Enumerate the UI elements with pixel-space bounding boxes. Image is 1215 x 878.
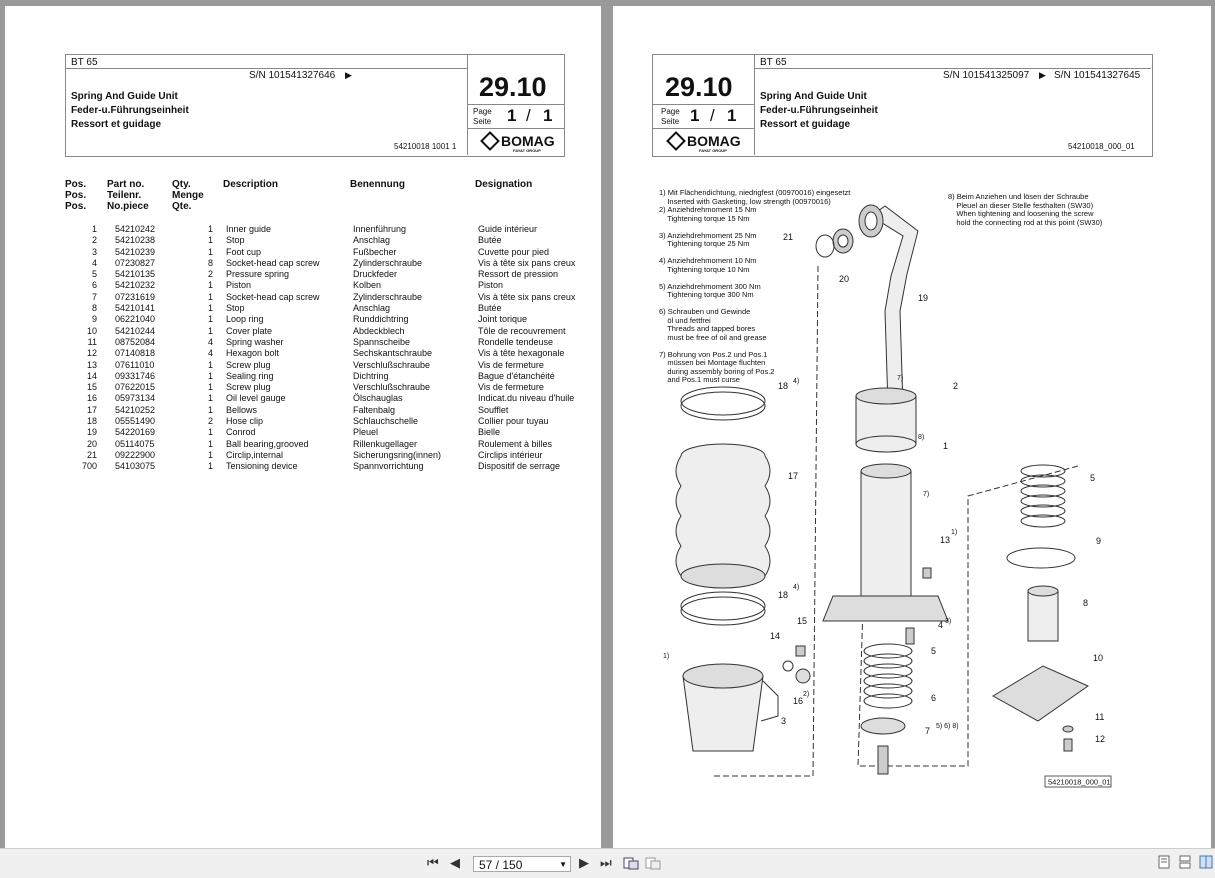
parts-cell-pos: 11 — [87, 336, 97, 347]
parts-cell-qty: 1 — [207, 449, 213, 460]
parts-row — [65, 258, 575, 269]
parts-cell-desc: Hose clip — [226, 416, 264, 427]
footnote-mark-7: 7) — [897, 375, 904, 382]
label-18: 18 — [778, 381, 789, 391]
parts-cell-desc: Screw plug — [226, 382, 271, 393]
parts-cell-pos: 2 — [91, 235, 97, 246]
parts-cell-ben: Zylinderschraube — [353, 257, 423, 268]
parts-cell-desc: Stop — [226, 235, 245, 246]
parts-table — [65, 179, 575, 473]
parts-cell-desc: Piston — [226, 280, 252, 291]
parts-cell-desc: Hexagon bolt — [226, 348, 280, 359]
parts-cell-fr: Vis de fermeture — [478, 359, 544, 370]
parts-row — [65, 405, 575, 416]
parts-cell-part: 07622015 — [115, 382, 156, 393]
parts-cell-qty: 1 — [207, 314, 213, 325]
parts-cell-ben: Abdeckblech — [353, 325, 405, 336]
screw-4-part — [906, 628, 914, 644]
diagram-id: 54210018_000_01 — [1048, 777, 1111, 787]
parts-cell-part: 06221040 — [115, 314, 156, 325]
rotate-icon[interactable] — [623, 855, 639, 875]
spring-washer-part — [1063, 726, 1073, 732]
stop-8-part — [1028, 591, 1058, 641]
next-page-icon[interactable]: ▶ — [579, 855, 589, 870]
parts-cell-desc: Conrod — [226, 427, 256, 438]
group-number-right: 29.10 — [665, 72, 733, 102]
label-11: 11 — [1095, 712, 1105, 722]
parts-cell-qty: 1 — [207, 325, 213, 336]
parts-cell-qty: 1 — [207, 291, 213, 302]
parts-cell-pos: 4 — [91, 257, 97, 268]
parts-cell-fr: Indicat.du niveau d'huile — [478, 393, 575, 404]
page-label-de-right: Seite — [661, 117, 680, 126]
parts-cell-fr: Roulement à billes — [478, 438, 553, 449]
parts-row — [65, 280, 575, 291]
parts-cell-qty: 2 — [207, 416, 213, 427]
parts-cell-ben: Rillenkugellager — [353, 438, 418, 449]
parts-row — [65, 326, 575, 337]
footnote-mark-3: 3) — [945, 618, 952, 625]
parts-cell-qty: 1 — [207, 303, 213, 314]
parts-cell-desc: Screw plug — [226, 359, 271, 370]
page-label-de: Seite — [473, 117, 492, 126]
parts-cell-qty: 1 — [207, 280, 213, 291]
parts-row — [65, 393, 575, 404]
parts-row — [65, 427, 575, 438]
parts-cell-qty: 1 — [207, 235, 213, 246]
parts-cell-qty: 1 — [207, 246, 213, 257]
parts-cell-pos: 14 — [86, 370, 97, 381]
parts-cell-desc: Cover plate — [226, 325, 273, 336]
parts-cell-pos: 18 — [86, 416, 97, 427]
parts-cell-fr: Piston — [478, 280, 504, 291]
hexagon-bolt-part — [1064, 739, 1072, 751]
parts-cell-part: 54210232 — [115, 280, 156, 291]
parts-cell-ben: Zylinderschraube — [353, 291, 423, 302]
parts-cell-pos: 8 — [91, 303, 97, 314]
parts-cell-desc: Pressure spring — [226, 269, 290, 280]
parts-cell-ben: Sicherungsring(innen) — [353, 449, 442, 460]
parts-cell-desc: Socket-head cap screw — [226, 291, 320, 302]
label-2: 2 — [953, 381, 959, 391]
group-number: 29.10 — [479, 72, 547, 102]
parts-cell-desc: Inner guide — [226, 224, 272, 234]
parts-cell-part: 07611010 — [115, 359, 155, 370]
doc-number-right: 54210018_000_01 — [1068, 142, 1135, 151]
page-sep: / — [526, 106, 531, 125]
label-6: 6 — [931, 693, 937, 703]
right-page — [613, 6, 1211, 848]
footnote-mark-4: 4) — [793, 378, 800, 385]
page-total-right: 1 — [727, 106, 737, 125]
hose-clip-upper — [681, 392, 765, 420]
parts-cell-part: 05551490 — [115, 416, 156, 427]
label-7: 7 — [925, 726, 931, 736]
parts-cell-qty: 1 — [207, 359, 213, 370]
continuous-mode-icon[interactable] — [1178, 855, 1192, 873]
parts-row — [65, 337, 575, 348]
parts-cell-fr: Joint torique — [478, 314, 528, 325]
parts-cell-qty: 1 — [207, 404, 213, 415]
parts-cell-pos: 6 — [91, 280, 97, 291]
serial-number: S/N 101541327646 — [249, 70, 336, 81]
parts-row — [65, 247, 575, 258]
footnote-mark-7b: 7) — [923, 491, 930, 498]
bellows-part — [676, 444, 770, 588]
parts-cell-ben: Anschlag — [353, 235, 391, 246]
parts-cell-ben: Verschlußschraube — [353, 382, 431, 393]
label-13: 13 — [940, 535, 951, 545]
parts-cell-part: 54210244 — [115, 325, 156, 336]
piston-part — [861, 718, 905, 734]
parts-cell-pos: 10 — [86, 325, 97, 336]
parts-cell-fr: Butée — [478, 303, 502, 314]
parts-cell-fr: Cuvette pour pied — [478, 246, 550, 257]
title-de: Feder-u.Führungseinheit — [71, 105, 189, 116]
page-number-field[interactable]: 57 / 150 ▼ — [473, 856, 571, 872]
parts-cell-qty: 8 — [207, 257, 213, 268]
footnote-mark-1: 1) — [663, 653, 670, 660]
parts-row — [65, 314, 575, 325]
parts-row — [65, 303, 575, 314]
footnotes-right: 8) Beim Anziehen und lösen der Schraube Pleuel an dieser Stelle festhalten (SW30) When tightening and loosening the screw hold the connecting rod at this point (SW30) — [948, 192, 1103, 227]
parts-cell-desc: Tensioning device — [226, 461, 298, 472]
parts-row — [65, 269, 575, 280]
parts-row — [65, 416, 575, 427]
parts-cell-qty: 4 — [207, 336, 213, 347]
parts-cell-pos: 7 — [91, 291, 97, 302]
parts-cell-ben: Pleuel — [353, 427, 379, 438]
cover-plate-part — [993, 666, 1088, 721]
label-5: 5 — [931, 646, 937, 656]
parts-cell-part: 54210238 — [115, 235, 156, 246]
parts-cell-ben: Dichtring — [353, 370, 389, 381]
parts-cell-fr: Rondelle tendeuse — [478, 336, 554, 347]
parts-cell-qty: 1 — [207, 393, 213, 404]
parts-row — [65, 224, 575, 235]
parts-cell-ben: Sechskantschraube — [353, 348, 433, 359]
parts-row — [65, 360, 575, 371]
parts-cell-qty: 1 — [207, 427, 213, 438]
parts-cell-desc: Ball bearing,grooved — [226, 438, 309, 449]
page-label-en-right: Page — [661, 107, 680, 116]
arrow-right-icon: ▶ — [345, 70, 352, 80]
label-3: 3 — [781, 716, 787, 726]
label-8: 8 — [1083, 598, 1089, 608]
parts-cell-qty: 1 — [207, 382, 213, 393]
title-en-right: Spring And Guide Unit — [760, 91, 867, 102]
parts-cell-fr: Vis de fermeture — [478, 382, 544, 393]
parts-cell-ben: Spannscheibe — [353, 336, 411, 347]
viewer-toolbar — [0, 848, 1215, 878]
spring-center-part — [864, 644, 912, 708]
footnote-mark-2: 2) — [803, 691, 810, 698]
doc-number: 54210018 1001 1 — [394, 142, 457, 151]
parts-cell-fr: Vis à tête hexagonale — [478, 348, 565, 359]
parts-cell-part: 07140818 — [115, 348, 156, 359]
parts-cell-qty: 1 — [207, 224, 213, 234]
parts-cell-part: 54210239 — [115, 246, 156, 257]
parts-cell-fr: Vis à tête six pans creux — [478, 257, 576, 268]
guide-flange — [823, 596, 948, 621]
bomag-logo: BOMAG FAYAT GROUP — [483, 133, 555, 149]
parts-cell-part: 54210141 — [115, 303, 156, 314]
parts-cell-part: 07231619 — [115, 291, 156, 302]
parts-cell-part: 54210242 — [115, 224, 156, 234]
title-fr: Ressort et guidage — [71, 119, 162, 130]
parts-header-row: Pos. Pos. Pos. Part no. Teilenr. No.piece Qty. Menge Qte. Description Benennung Designation — [65, 179, 533, 212]
facing-mode-icon[interactable] — [1199, 855, 1213, 873]
parts-cell-fr: Bielle — [478, 427, 501, 438]
parts-cell-qty: 1 — [207, 461, 213, 472]
parts-cell-desc: Stop — [226, 303, 245, 314]
label-5b: 5 — [1090, 473, 1096, 483]
parts-cell-pos: 15 — [86, 382, 97, 393]
label-15: 15 — [797, 616, 808, 626]
label-9: 9 — [1096, 536, 1102, 546]
parts-cell-part: 05114075 — [115, 438, 155, 449]
parts-row — [65, 461, 575, 472]
prev-page-icon[interactable]: ◀ — [450, 855, 460, 870]
parts-cell-qty: 1 — [207, 438, 213, 449]
parts-cell-pos: 700 — [81, 461, 97, 472]
plug-15-part — [796, 646, 805, 656]
page-num-right: 1 — [690, 106, 700, 125]
parts-cell-ben: Druckfeder — [353, 269, 398, 280]
first-page-icon[interactable]: ⏮ — [427, 855, 439, 870]
model-label: BT 65 — [71, 57, 98, 68]
parts-cell-qty: 2 — [207, 269, 213, 280]
serial-number-right-2: S/N 101541327645 — [1054, 70, 1141, 81]
chevron-down-icon[interactable]: ▼ — [559, 860, 567, 869]
parts-cell-fr: Soufflet — [478, 404, 509, 415]
parts-cell-ben: Anschlag — [353, 303, 391, 314]
last-page-icon[interactable]: ⏭ — [600, 855, 612, 870]
parts-cell-desc: Spring washer — [226, 336, 284, 347]
parts-cell-pos: 21 — [86, 449, 97, 460]
label-17: 17 — [788, 471, 799, 481]
circlip-part — [816, 235, 834, 257]
parts-cell-pos: 12 — [86, 348, 97, 359]
model-label-right: BT 65 — [760, 57, 787, 68]
arrow-right-icon: ▶ — [1039, 70, 1046, 80]
parts-cell-ben: Verschlußschraube — [353, 359, 431, 370]
bomag-diamond-icon — [480, 131, 500, 151]
parts-cell-pos: 20 — [86, 438, 97, 449]
title-de-right: Feder-u.Führungseinheit — [760, 105, 878, 116]
conrod-part — [871, 206, 918, 406]
footnote-mark-8: 8) — [918, 434, 925, 441]
parts-cell-fr: Vis à tête six pans creux — [478, 291, 576, 302]
parts-cell-pos: 16 — [86, 393, 97, 404]
sealing-ring-part — [783, 661, 793, 671]
parts-cell-desc: Socket-head cap screw — [226, 257, 320, 268]
footnote-mark-4b: 4) — [793, 584, 800, 591]
label-21: 21 — [783, 232, 794, 242]
screw-7-part — [878, 746, 888, 774]
parts-cell-ben: Kolben — [353, 280, 382, 291]
parts-cell-part: 54220169 — [115, 427, 156, 438]
parts-cell-ben: Innenführung — [353, 224, 407, 234]
parts-row — [65, 450, 575, 461]
parts-cell-ben: Runddichtring — [353, 314, 409, 325]
parts-cell-desc: Bellows — [226, 404, 258, 415]
parts-cell-fr: Butée — [478, 235, 502, 246]
label-4: 4 — [938, 620, 944, 630]
parts-cell-pos: 1 — [91, 224, 97, 234]
bomag-diamond-icon — [666, 131, 686, 151]
parts-cell-pos: 19 — [86, 427, 97, 438]
parts-cell-qty: 1 — [207, 370, 213, 381]
parts-cell-part: 08752084 — [115, 336, 156, 347]
parts-row — [65, 382, 575, 393]
parts-cell-fr: Collier pour tuyau — [478, 416, 549, 427]
page-total: 1 — [543, 106, 553, 125]
parts-cell-part: 09331746 — [115, 370, 156, 381]
parts-cell-fr: Ressort de pression — [478, 269, 559, 280]
page-num: 1 — [507, 106, 517, 125]
parts-cell-part: 09222900 — [115, 449, 156, 460]
footnotes-left: 1) Mit Flächendichtung, niedrigfest (00970016) eingesetzt Inserted with Gasketing, low strength (00970016) 2) Anziehdrehmoment 15 Nm Tightening torque 15 Nm 3) Anziehdrehmoment 25 Nm Tightening torque 25 Nm 4) Anziehdrehmoment 10 Nm Tightening torque 10 Nm 5) Anziehdrehmoment 300 Nm Tightening torque 300 Nm 6) Schrauben und Gewinde öl und fettfrei Threads and tapped bores must be free of oil and grease 7) Bohrung von Pos.2 und Pos.1 müssen bei Montage fluchten during assembly boring of Pos.2 and Pos.1 must curse — [659, 188, 851, 384]
footnote-mark-5: 5) 6) 8) — [936, 723, 959, 730]
label-14: 14 — [770, 631, 781, 641]
parts-cell-ben: Faltenbalg — [353, 404, 396, 415]
label-18b: 18 — [778, 590, 789, 600]
hose-clip-lower — [681, 597, 765, 625]
parts-cell-pos: 17 — [86, 404, 97, 415]
page-sep-right: / — [710, 106, 715, 125]
parts-cell-fr: Bague d'étanchéité — [478, 370, 555, 381]
parts-row — [65, 371, 575, 382]
parts-cell-part: 54210252 — [115, 404, 156, 415]
parts-cell-fr: Guide intérieur — [478, 224, 538, 234]
title-en: Spring And Guide Unit — [71, 91, 178, 102]
oil-gauge-part — [796, 669, 810, 683]
two-page-view-icon[interactable] — [645, 855, 661, 875]
label-16: 16 — [793, 696, 804, 706]
footnote-mark-1b: 1) — [951, 529, 958, 536]
parts-cell-desc: Foot cup — [226, 246, 262, 257]
parts-cell-part: 07230827 — [115, 257, 156, 268]
label-10: 10 — [1093, 653, 1104, 663]
parts-cell-ben: Ölschauglas — [353, 393, 403, 404]
foot-cup-part — [683, 664, 778, 751]
parts-cell-desc: Loop ring — [226, 314, 264, 325]
serial-number-right: S/N 101541325097 — [943, 70, 1030, 81]
parts-cell-desc: Sealing ring — [226, 370, 274, 381]
parts-cell-fr: Dispositif de serrage — [478, 461, 561, 472]
parts-cell-desc: Circlip,internal — [226, 449, 284, 460]
inner-guide-part — [861, 471, 911, 611]
single-page-mode-icon[interactable] — [1157, 855, 1171, 873]
parts-cell-fr: Circlips intérieur — [478, 449, 543, 460]
label-19: 19 — [918, 293, 929, 303]
parts-cell-pos: 5 — [91, 269, 97, 280]
parts-cell-pos: 13 — [86, 359, 97, 370]
bomag-logo-right: BOMAG FAYAT GROUP — [669, 133, 741, 149]
left-page — [5, 6, 601, 848]
parts-cell-ben: Fußbecher — [353, 246, 397, 257]
parts-cell-part: 05973134 — [115, 393, 156, 404]
parts-row — [65, 439, 575, 450]
plug-13-part — [923, 568, 931, 578]
parts-cell-pos: 9 — [91, 314, 97, 325]
parts-cell-part: 54103075 — [115, 461, 156, 472]
parts-cell-ben: Spannvorrichtung — [353, 461, 424, 472]
label-20: 20 — [839, 274, 850, 284]
parts-cell-part: 54210135 — [115, 269, 156, 280]
parts-cell-pos: 3 — [91, 246, 97, 257]
loop-ring-part — [1007, 548, 1075, 568]
parts-cell-desc: Oil level gauge — [226, 393, 286, 404]
spring-right-part — [1021, 465, 1065, 527]
parts-row — [65, 348, 575, 359]
page-label-en: Page — [473, 107, 492, 116]
label-1: 1 — [943, 441, 949, 451]
label-12: 12 — [1095, 734, 1106, 744]
parts-cell-fr: Tôle de recouvrement — [478, 325, 566, 336]
parts-cell-ben: Schlauchschelle — [353, 416, 419, 427]
parts-row — [65, 235, 575, 246]
exploded-diagram — [613, 196, 1133, 796]
title-fr-right: Ressort et guidage — [760, 119, 851, 130]
parts-cell-qty: 4 — [207, 348, 213, 359]
parts-row — [65, 292, 575, 303]
